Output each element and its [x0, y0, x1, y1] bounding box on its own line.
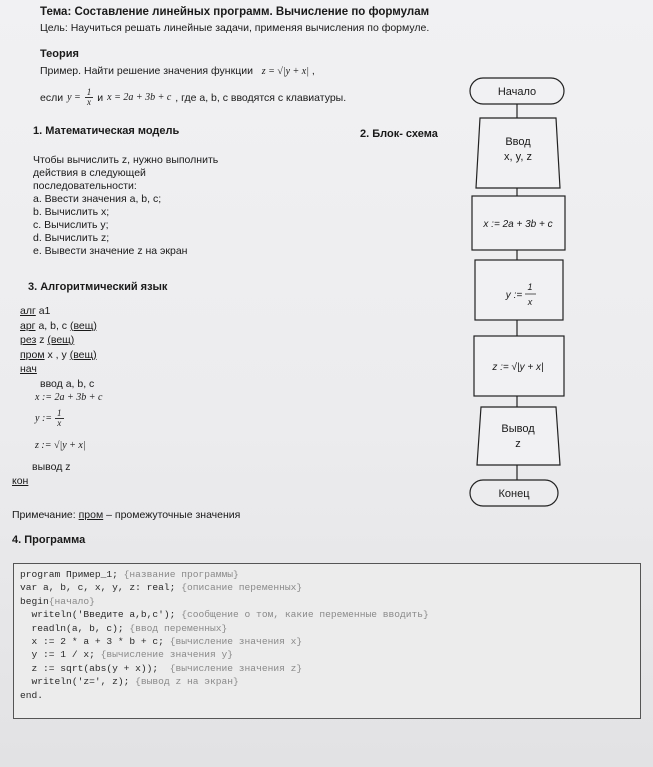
note: Примечание: пром – промежуточные значения: [12, 509, 241, 521]
list-item: b. Вычислить x;: [33, 206, 110, 218]
flowchart-y-label: y :=: [505, 290, 523, 301]
goal-line: Цель: Научиться решать линейные задачи, применяя вычисления по формуле.: [40, 22, 430, 34]
theory-example: Пример. Найти решение значения функции z = √|y + x| ,: [40, 65, 315, 77]
code-line: writeln('z=', z); {вывод z на экран}: [20, 676, 239, 688]
algo-input: ввод a, b, c: [40, 378, 95, 390]
flowchart-x-label: x := 2a + 3b + c: [483, 219, 553, 230]
flowchart-output-label-2: z: [515, 438, 521, 450]
list-item: d. Вычислить z;: [33, 232, 110, 244]
code-line: y := 1 / x; {вычисление значения y}: [20, 649, 234, 661]
flowchart-end-label: Конец: [498, 488, 530, 500]
algo-title: 3. Алгоритмический язык: [28, 281, 168, 293]
topic-line: Тема: Составление линейных программ. Вычисление по формулам: [40, 6, 430, 18]
code-line: x := 2 * a + 3 * b + c; {вычисление значения x}: [20, 636, 303, 648]
flowchart-y-num: 1: [527, 282, 533, 292]
algo-end: кон: [12, 475, 29, 487]
algo-block: алг a1 арг a, b, c (вещ) рез z (вещ) пром x , y (вещ) нач: [20, 305, 97, 375]
flowchart-input-label-2: x, y, z: [504, 151, 532, 163]
list-item: e. Вывести значение z на экран: [33, 245, 188, 257]
theory-condition: если y = $\frac{1}{x}$ и x = 2a + 3b + c , где a, b, c вводятся с клавиатуры.: [40, 87, 347, 107]
code-line: end.: [20, 689, 44, 701]
list-item: c. Вычислить y;: [33, 219, 109, 231]
flowchart-output-label-1: Вывод: [501, 423, 535, 435]
flowchart-y-den: x: [527, 297, 533, 307]
flowchart-start-label: Начало: [497, 86, 537, 98]
algo-y: y := $\frac{1}{x}$: [35, 408, 62, 428]
list-item: a. Ввести значения a, b, c;: [33, 193, 162, 205]
code-line: program Пример_1; {название программы}: [20, 569, 239, 580]
function-formula: z = √|y + x|: [261, 66, 309, 77]
algo-z: z := √|y + x|: [35, 440, 86, 451]
code-line: readln(a, b, c); {ввод переменных}: [20, 622, 228, 634]
flowchart-title: 2. Блок- схема: [360, 128, 438, 140]
math-model-intro: Чтобы вычислить z, нужно выполнить действия в следующей последовательности:: [33, 154, 219, 192]
algo-output: вывод z: [32, 461, 71, 473]
theory-title: Теория: [40, 48, 79, 60]
algo-x: x := 2a + 3b + c: [35, 392, 103, 403]
flowchart-z-label: z := √|y + x|: [492, 362, 544, 373]
code-line: z := sqrt(abs(y + x)); {вычисление значения z}: [20, 662, 303, 674]
code-line: writeln('Введите a,b,c'); {сообщение о том, какие переменные вводить}: [20, 609, 429, 621]
math-model-title: 1. Математическая модель: [33, 125, 180, 137]
fraction-1-over-x: $\frac{1}{x}$: [86, 87, 92, 107]
code-line: begin{начало}: [20, 595, 95, 607]
flowchart-input-label-1: Ввод: [505, 136, 531, 148]
program-title: 4. Программа: [12, 534, 86, 546]
code-line: var a, b, c, x, y, z: real; {описание переменных}: [20, 582, 303, 594]
flowchart-output: [477, 407, 560, 465]
